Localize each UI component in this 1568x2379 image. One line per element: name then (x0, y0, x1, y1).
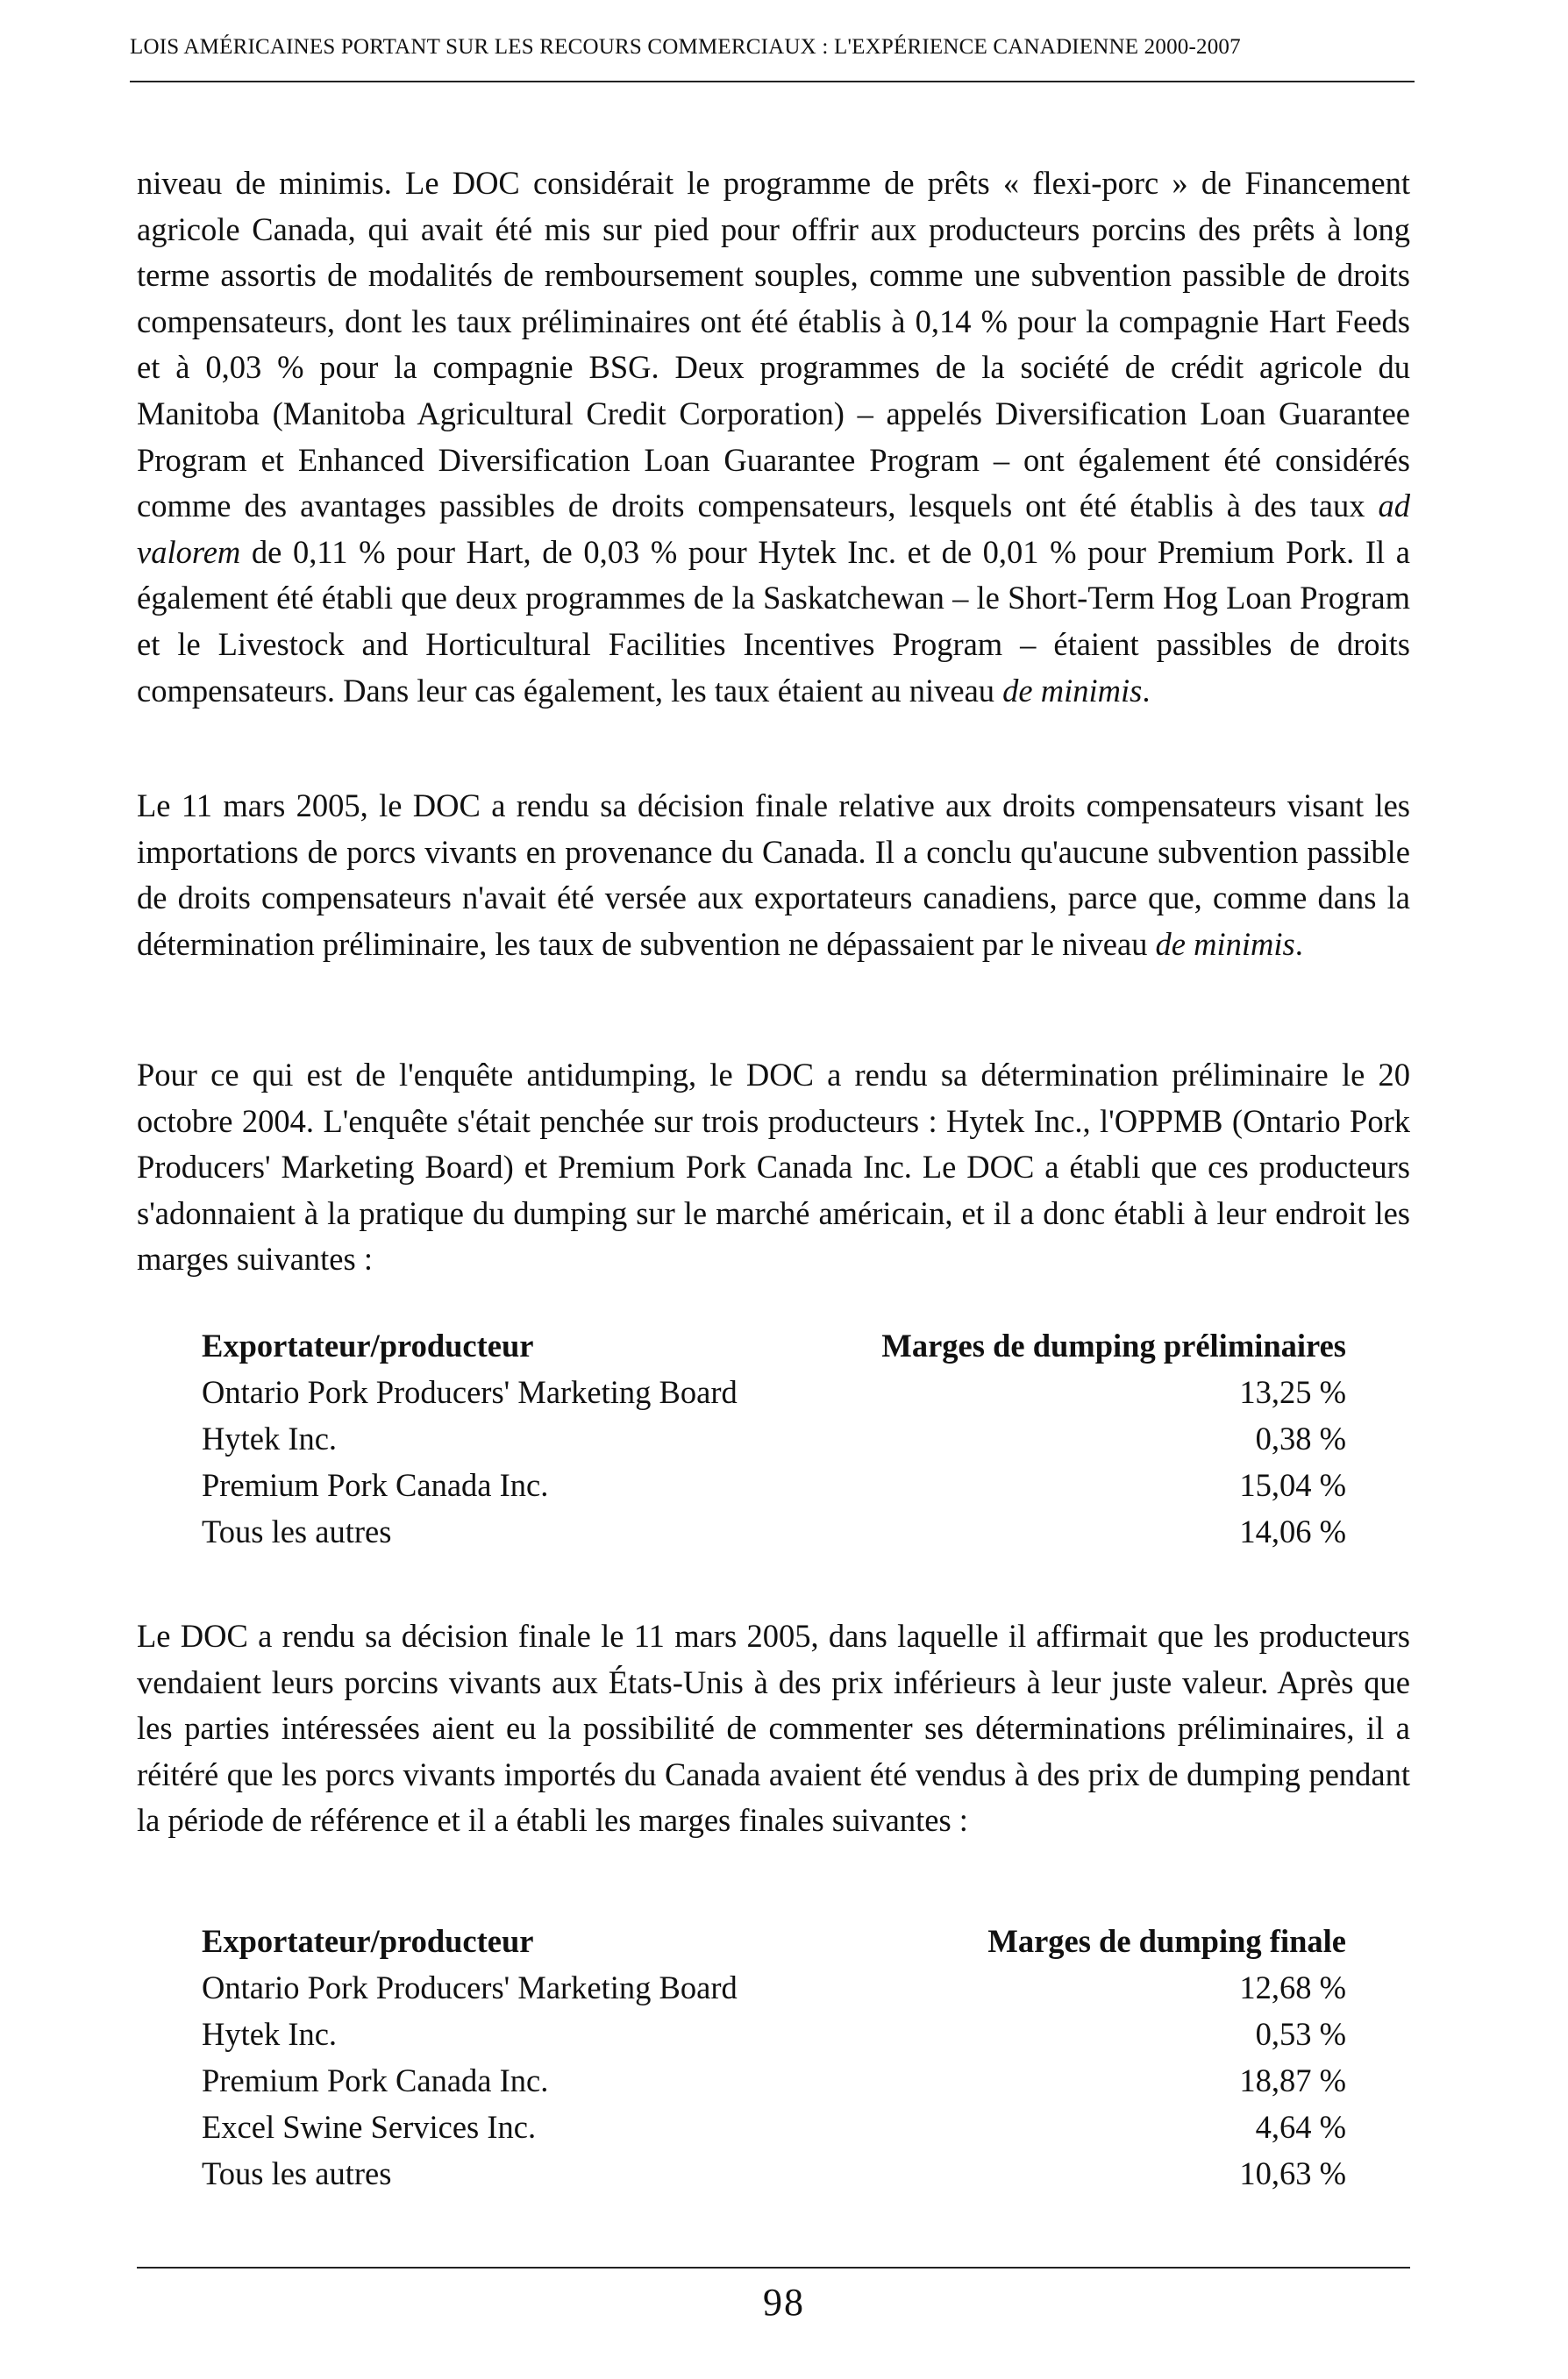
table-row (202, 2011, 1346, 2057)
table-row (202, 2150, 1346, 2197)
exporter-name: Hytek Inc. (202, 1421, 338, 1457)
exporter-name: Tous les autres (202, 2155, 392, 2191)
paragraph-2 (137, 783, 1410, 967)
paragraph-1 (137, 160, 1410, 714)
margin-value: 4,64 % (1255, 2109, 1346, 2145)
margin-value: 14,06 % (1239, 1514, 1346, 1549)
margin-value: 18,87 % (1239, 2062, 1346, 2098)
paragraph-3-text: Pour ce qui est de l'enquête antidumping, le DOC a rendu sa détermination préliminaire le 20 octobre 2004. L'enquête s'était penchée sur trois producteurs : Hytek Inc., l'OPPMB (Ontario Pork Producers' Marketing Board) et Premium Pork Canada Inc. Le DOC a établi que ces producteurs s'adonnaient à la pratique du dumping sur le marché américain, et il a donc établi à leur endroit les marges suivantes : (137, 1057, 1410, 1278)
table-row (202, 2104, 1346, 2150)
margin-value: 0,38 % (1255, 1421, 1346, 1457)
margin-value: 0,53 % (1255, 2016, 1346, 2052)
paragraph-3 (137, 1052, 1410, 1283)
exporter-name: Excel Swine Services Inc. (202, 2109, 537, 2145)
table-row (202, 1964, 1346, 2011)
paragraph-1-text-b: de 0,11 % pour Hart, de 0,03 % pour Hytek Inc. et de 0,01 % pour Premium Pork. Il a également été établi que deux programmes de la Saskatchewan – le Short-Term Hog Loan Program et le Livestock and Horticultural Facilities Incentives Program – étaient passibles de droits compensateurs. Dans leur cas également, les taux étaient au niveau (137, 533, 1410, 709)
column-header-exporter: Exportateur/producteur (202, 1328, 534, 1364)
paragraph-4-text: Le DOC a rendu sa décision finale le 11 mars 2005, dans laquelle il affirmait que les producteurs vendaient leurs porcins vivants aux États-Unis à des prix inférieurs à leur juste valeur. Après que les parties intéressées aient eu la possibilité de commenter ses déterminations préliminaires, il a réitéré que les porcs vivants importés du Canada avaient été vendus à des prix de dumping pendant la période de référence et il a établi les marges finales suivantes : (137, 1618, 1410, 1839)
paragraph-2-text-b: . (1294, 925, 1303, 962)
table-header-row (202, 1918, 1346, 1964)
column-header-margin: Marges de dumping finale (987, 1923, 1346, 1959)
paragraph-2-italic-de-minimis: de minimis (1155, 925, 1295, 962)
column-header-margin: Marges de dumping préliminaires (881, 1328, 1346, 1364)
paragraph-2-text-a: Le 11 mars 2005, le DOC a rendu sa décision finale relative aux droits compensateurs visant les importations de porcs vivants en provenance du Canada. Il a conclu qu'aucune subvention passible de droits compensateurs n'avait été versée aux exportateurs canadiens, parce que, comme dans la détermination préliminaire, les taux de subvention ne dépassaient par le niveau (137, 787, 1410, 962)
paragraph-1-text-c: . (1142, 672, 1151, 709)
exporter-name: Ontario Pork Producers' Marketing Board (202, 1374, 738, 1410)
exporter-name: Premium Pork Canada Inc. (202, 1467, 549, 1503)
running-header: LOIS AMÉRICAINES PORTANT SUR LES RECOURS COMMERCIAUX : L'EXPÉRIENCE CANADIENNE 2000-2007 (130, 35, 1241, 59)
margin-value: 15,04 % (1239, 1467, 1346, 1503)
exporter-name: Ontario Pork Producers' Marketing Board (202, 1969, 738, 2005)
table-row (202, 1462, 1346, 1508)
exporter-name: Premium Pork Canada Inc. (202, 2062, 549, 2098)
paragraph-4 (137, 1613, 1410, 1844)
margin-value: 13,25 % (1239, 1374, 1346, 1410)
page-number: 98 (763, 2281, 805, 2324)
preliminary-margins-table (202, 1322, 1346, 1555)
paragraph-1-italic-ad-valorem: ad valorem (137, 488, 1410, 570)
margin-value: 10,63 % (1239, 2155, 1346, 2191)
table-row (202, 2057, 1346, 2104)
table-row (202, 1415, 1346, 1462)
paragraph-1-text-a: niveau de minimis. Le DOC considérait le programme de prêts « flexi-porc » de Financement agricole Canada, qui avait été mis sur pied pour offrir aux producteurs porcins des prêts à long terme assortis de modalités de remboursement souples, comme une subvention passible de droits compensateurs, dont les taux préliminaires ont été établis à 0,14 % pour la compagnie Hart Feeds et à 0,03 % pour la compagnie BSG. Deux programmes de la société de crédit agricole du Manitoba (Manitoba Agricultural Credit Corporation) – appelés Diversification Loan Guarantee Program et Enhanced Diversification Loan Guarantee Program – ont également été considérés comme des avantages passibles de droits compensateurs, lesquels ont été établis à des taux (137, 165, 1410, 524)
column-header-exporter: Exportateur/producteur (202, 1923, 534, 1959)
exporter-name: Tous les autres (202, 1514, 392, 1549)
table-row (202, 1508, 1346, 1555)
table-row (202, 1369, 1346, 1415)
margin-value: 12,68 % (1239, 1969, 1346, 2005)
footer-divider (137, 2267, 1410, 2269)
exporter-name: Hytek Inc. (202, 2016, 338, 2052)
header-divider (130, 81, 1415, 82)
table-header-row (202, 1322, 1346, 1369)
paragraph-1-italic-de-minimis: de minimis (1002, 672, 1143, 709)
final-margins-table (202, 1918, 1346, 2197)
